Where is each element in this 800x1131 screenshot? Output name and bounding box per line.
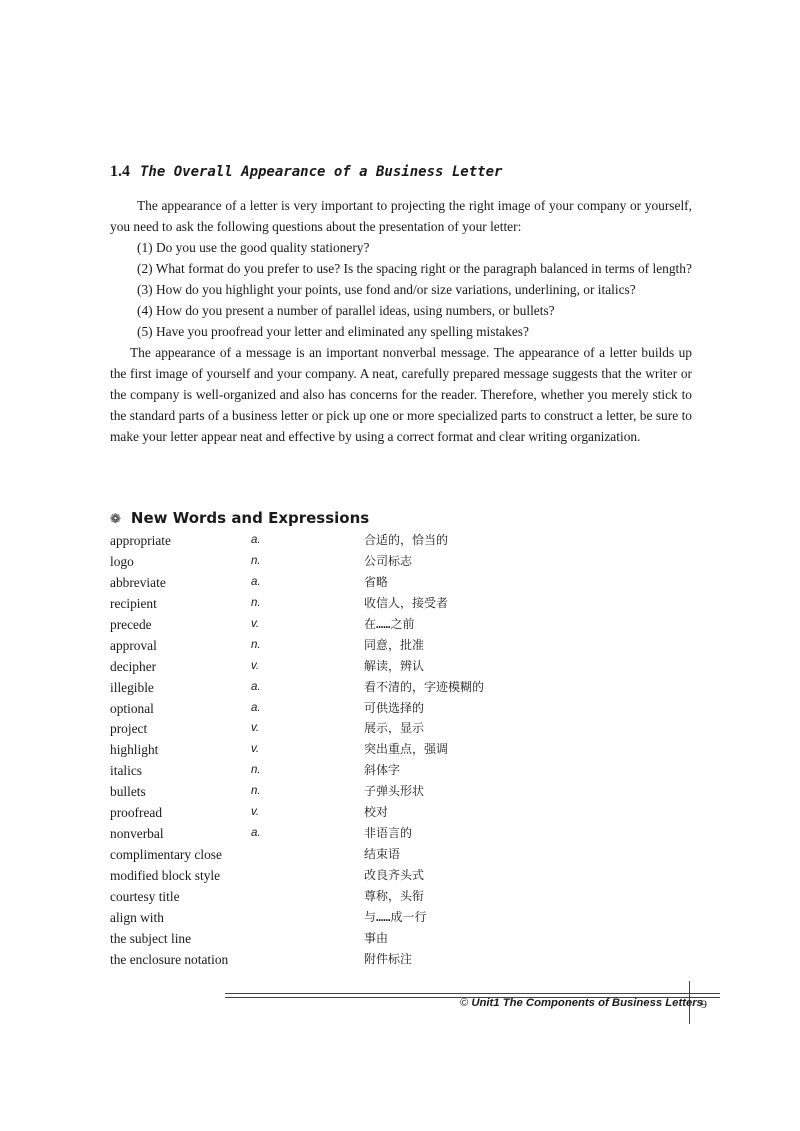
vocab-row [110, 656, 670, 677]
footer-rule-top [225, 993, 720, 994]
vocab-pos: a. [251, 701, 261, 714]
running-footer [460, 997, 703, 1009]
vocab-row [110, 907, 670, 928]
vocab-word: modified block style [110, 868, 221, 883]
vocab-meaning: 子弹头形状 [364, 784, 425, 799]
vocab-word: bullets [110, 784, 146, 800]
vocab-meaning: 附件标注 [364, 951, 413, 966]
vocab-meaning: 合适的，恰当的 [364, 533, 449, 547]
vocab-pos: v. [251, 722, 260, 735]
page-number: 9 [701, 997, 707, 1011]
intro-paragraph: The appearance of a letter is very important to projecting the right image of your company or yourself, you need to ask the following questions about the presentation of your letter: [110, 198, 692, 234]
vocab-word: logo [110, 553, 134, 569]
vocab-meaning: 公司标志 [364, 553, 413, 568]
vocab-pos: n. [251, 596, 261, 609]
vocab-meaning: 可供选择的 [364, 700, 425, 715]
vocab-row [110, 865, 670, 886]
vocab-meaning: 斜体字 [364, 763, 401, 778]
copyright-icon: © [460, 997, 469, 1009]
vocab-row [110, 802, 670, 823]
vocab-word: precede [110, 616, 152, 632]
vocab-pos: n. [251, 554, 261, 567]
vocab-pos: a. [251, 575, 261, 588]
vocab-meaning: 非语言的 [364, 826, 413, 841]
vocab-row [110, 823, 670, 844]
vocab-meaning: 展示，显示 [364, 721, 425, 736]
vocab-word: nonverbal [110, 826, 164, 842]
vocab-row [110, 614, 670, 635]
section-number: 1.4 [110, 163, 130, 180]
vocab-pos: n. [251, 785, 261, 798]
vocab-word: decipher [110, 658, 157, 674]
vocab-heading [110, 509, 369, 527]
vocab-word: approval [110, 637, 157, 653]
vocab-meaning: 同意，批准 [364, 637, 425, 652]
vocab-meaning: 在……之前 [364, 616, 415, 631]
question-item: (4) How do you present a number of parallel ideas, using numbers, or bullets? [137, 303, 555, 318]
vocab-row [110, 635, 670, 656]
vocab-row [110, 551, 670, 572]
vocab-meaning: 结束语 [364, 847, 401, 862]
vocab-word: courtesy title [110, 888, 180, 904]
running-title: Unit1 The Components of Business Letters [471, 997, 703, 1009]
vocab-row [110, 760, 670, 781]
vocab-meaning: 收信人，接受者 [364, 595, 449, 610]
vocab-pos: n. [251, 764, 261, 777]
vocab-pos: a. [251, 534, 261, 546]
vocab-meaning: 事由 [364, 930, 389, 945]
vocab-meaning: 与……成一行 [364, 909, 427, 924]
vocab-pos: a. [251, 827, 261, 840]
vocab-meaning: 改良齐头式 [364, 868, 425, 882]
vocab-pos: a. [251, 680, 261, 693]
vocab-row [110, 593, 670, 614]
vocab-word: recipient [110, 595, 157, 611]
question-item: (5) Have you proofread your letter and eliminated any spelling mistakes? [137, 324, 529, 339]
vocab-row [110, 949, 670, 970]
vocab-word: project [110, 721, 148, 737]
vocab-word: the subject line [110, 930, 192, 946]
vocab-row [110, 781, 670, 802]
vocab-meaning: 看不清的，字迹模糊的 [364, 679, 485, 694]
vocab-meaning: 解读，辨认 [364, 658, 425, 673]
vocab-row [110, 718, 670, 739]
vocab-meaning: 校对 [364, 805, 389, 820]
question-item: (3) How do you highlight your points, use fond and/or size variations, underlining, or italics? [137, 282, 636, 297]
vocab-word: proofread [110, 805, 163, 821]
vocab-pos: v. [251, 743, 260, 756]
vocab-row [110, 572, 670, 593]
vocab-meaning: 省略 [364, 574, 389, 589]
vocab-word: the enclosure notation [110, 951, 229, 967]
vocab-pos: v. [251, 806, 260, 819]
vocab-word: appropriate [110, 533, 171, 548]
question-item: (1) Do you use the good quality stationery? [137, 240, 370, 255]
vocab-heading-label: New Words and Expressions [130, 509, 370, 527]
vocab-list [110, 530, 670, 970]
vocab-word: italics [110, 763, 142, 779]
vocab-row [110, 928, 670, 949]
vocab-meaning: 尊称，头衔 [364, 888, 425, 903]
vocab-row [110, 886, 670, 907]
vocab-word: align with [110, 909, 164, 925]
vocab-word: complimentary close [110, 847, 222, 863]
vocab-word: abbreviate [110, 574, 166, 590]
vocab-row [110, 530, 670, 551]
vocab-pos: v. [251, 659, 260, 672]
closing-paragraph: The appearance of a message is an important nonverbal message. The appearance of a letter builds up the first image of yourself and your company. A neat, carefully prepared message suggests that the writer or the company is well-organized and also has concerns for the reader. Therefore, whether you merely stick to the standard parts of a business letter or pick up one or more specialized parts to construct a letter, be sure to make your letter appear neat and effective by using a correct format and clear writing organization. [110, 345, 692, 444]
vocab-word: optional [110, 700, 154, 716]
section-heading [110, 163, 502, 181]
vocab-row [110, 844, 670, 865]
body-text [110, 195, 692, 447]
vocab-meaning: 突出重点，强调 [364, 742, 449, 757]
vocab-row [110, 698, 670, 719]
vocab-pos: n. [251, 638, 261, 651]
vocab-pos: v. [251, 617, 260, 630]
vocab-row [110, 739, 670, 760]
gear-bullet-icon: ❁ [110, 512, 121, 527]
vocab-word: highlight [110, 742, 159, 758]
question-item: (2) What format do you prefer to use? Is the spacing right or the paragraph balanced in terms of length? [137, 261, 692, 276]
section-title: The Overall Appearance of a Business Letter [140, 164, 503, 180]
vocab-word: illegible [110, 679, 154, 695]
vocab-row [110, 677, 670, 698]
